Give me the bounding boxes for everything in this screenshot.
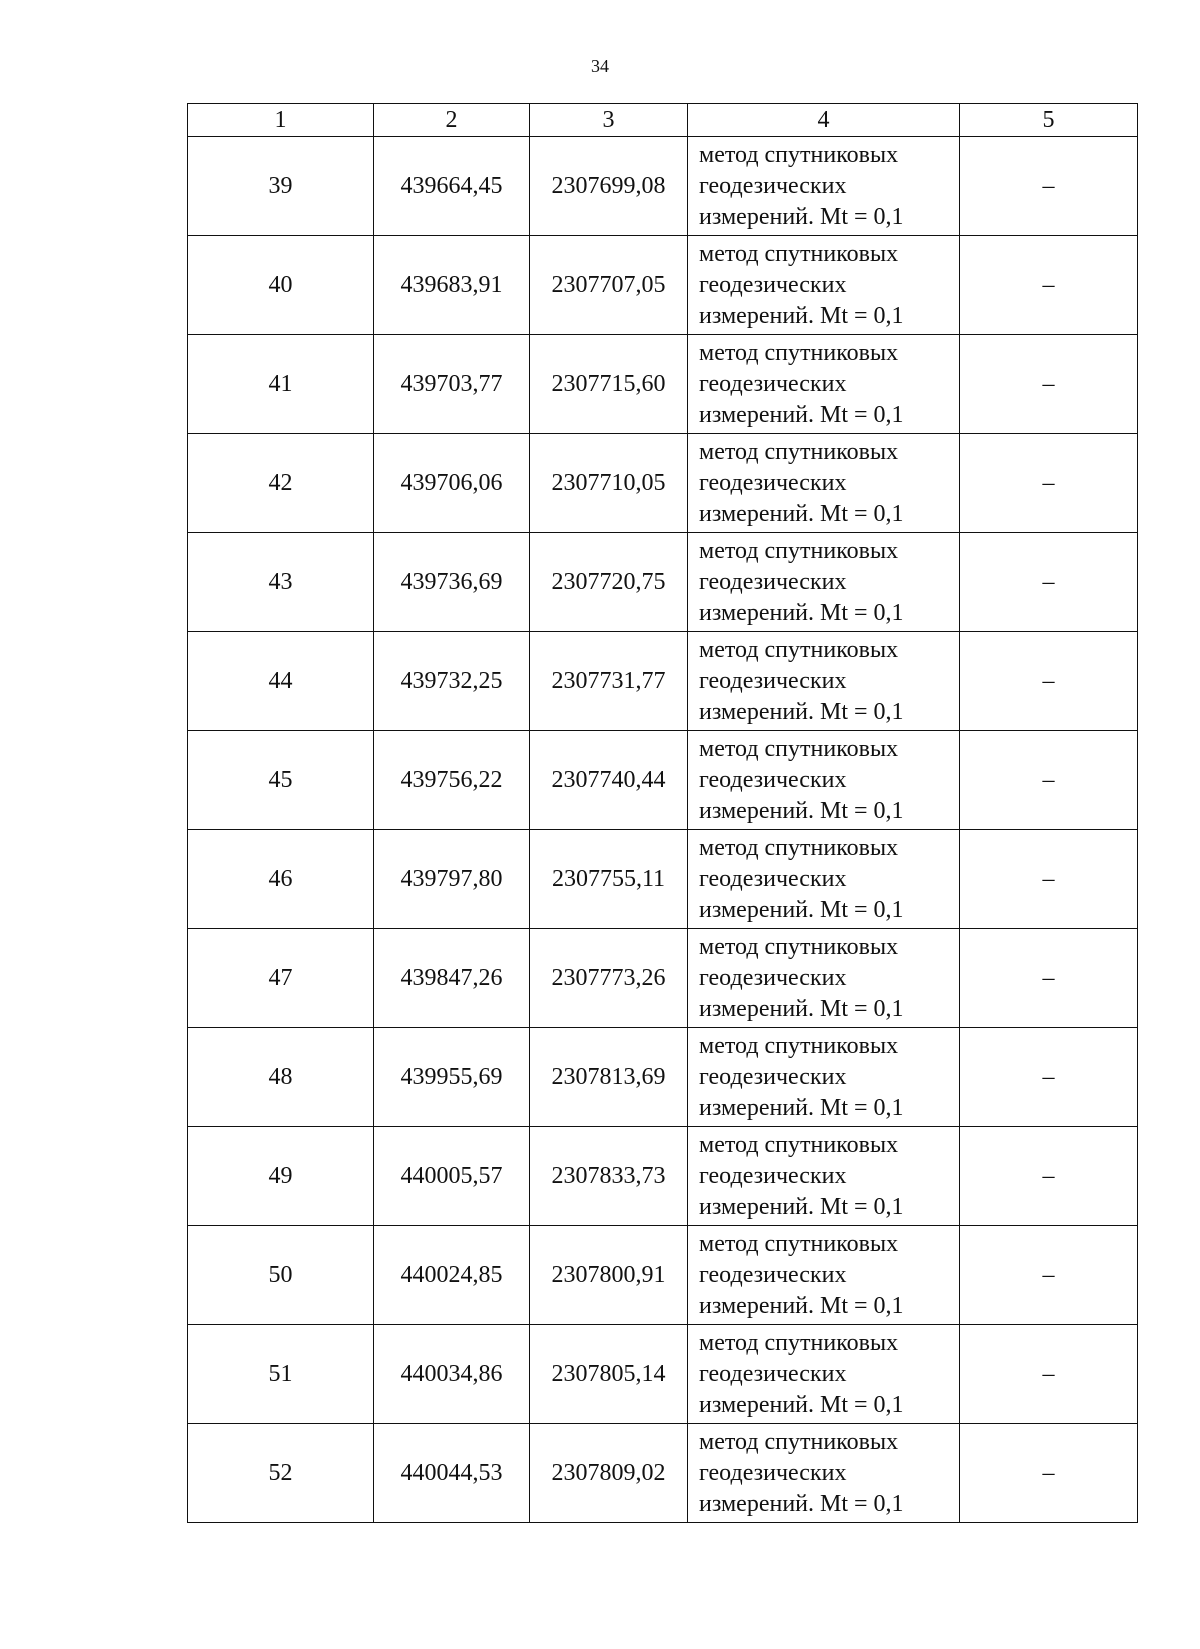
y-coordinate-cell: 2307710,05 <box>530 434 688 533</box>
method-text-line: геодезических <box>699 568 847 595</box>
note-cell: – <box>960 1028 1138 1127</box>
column-header-4: 4 <box>688 104 960 137</box>
x-coordinate-cell: 440024,85 <box>374 1226 530 1325</box>
note-cell: – <box>960 1325 1138 1424</box>
x-coordinate-cell: 440044,53 <box>374 1424 530 1523</box>
method-text-line: метод спутниковых <box>699 1032 899 1059</box>
method-text-line: измерений. Mt = 0,1 <box>699 1193 904 1220</box>
method-cell <box>688 236 960 335</box>
method-text-line: измерений. Mt = 0,1 <box>699 203 904 230</box>
point-number-cell: 45 <box>188 731 374 830</box>
method-cell <box>688 929 960 1028</box>
note-cell: – <box>960 137 1138 236</box>
point-number-cell: 39 <box>188 137 374 236</box>
method-text-line: измерений. Mt = 0,1 <box>699 500 904 527</box>
column-header-5: 5 <box>960 104 1138 137</box>
method-cell <box>688 632 960 731</box>
table-row <box>188 1028 1138 1127</box>
method-text-line: геодезических <box>699 865 847 892</box>
y-coordinate-cell: 2307707,05 <box>530 236 688 335</box>
point-number-cell: 44 <box>188 632 374 731</box>
method-text-line: геодезических <box>699 1162 847 1189</box>
header-row <box>188 104 1138 137</box>
point-number-cell: 50 <box>188 1226 374 1325</box>
y-coordinate-cell: 2307809,02 <box>530 1424 688 1523</box>
note-cell: – <box>960 1226 1138 1325</box>
note-cell: – <box>960 533 1138 632</box>
method-text-line: метод спутниковых <box>699 834 899 861</box>
note-cell: – <box>960 830 1138 929</box>
method-text-line: метод спутниковых <box>699 1230 899 1257</box>
method-cell <box>688 533 960 632</box>
point-number-cell: 46 <box>188 830 374 929</box>
note-cell: – <box>960 335 1138 434</box>
column-header-3: 3 <box>530 104 688 137</box>
table-header <box>188 104 1138 137</box>
method-cell <box>688 1325 960 1424</box>
table-row <box>188 929 1138 1028</box>
table-row <box>188 137 1138 236</box>
point-number-cell: 43 <box>188 533 374 632</box>
x-coordinate-cell: 439706,06 <box>374 434 530 533</box>
table-row <box>188 434 1138 533</box>
y-coordinate-cell: 2307833,73 <box>530 1127 688 1226</box>
method-text-line: метод спутниковых <box>699 1131 899 1158</box>
method-cell <box>688 335 960 434</box>
method-text-line: измерений. Mt = 0,1 <box>699 1490 904 1517</box>
table-row <box>188 1127 1138 1226</box>
method-text-line: метод спутниковых <box>699 438 899 465</box>
table-body <box>188 137 1138 1523</box>
point-number-cell: 41 <box>188 335 374 434</box>
coordinates-table <box>187 103 1138 1523</box>
method-cell <box>688 731 960 830</box>
method-text-line: геодезических <box>699 469 847 496</box>
note-cell: – <box>960 1127 1138 1226</box>
y-coordinate-cell: 2307720,75 <box>530 533 688 632</box>
method-text-line: измерений. Mt = 0,1 <box>699 1292 904 1319</box>
y-coordinate-cell: 2307699,08 <box>530 137 688 236</box>
x-coordinate-cell: 439703,77 <box>374 335 530 434</box>
method-cell <box>688 1127 960 1226</box>
column-header-2: 2 <box>374 104 530 137</box>
method-text-line: измерений. Mt = 0,1 <box>699 896 904 923</box>
x-coordinate-cell: 439756,22 <box>374 731 530 830</box>
method-text-line: геодезических <box>699 766 847 793</box>
point-number-cell: 49 <box>188 1127 374 1226</box>
method-text-line: геодезических <box>699 1360 847 1387</box>
y-coordinate-cell: 2307805,14 <box>530 1325 688 1424</box>
y-coordinate-cell: 2307773,26 <box>530 929 688 1028</box>
method-text-line: метод спутниковых <box>699 735 899 762</box>
y-coordinate-cell: 2307731,77 <box>530 632 688 731</box>
method-text-line: измерений. Mt = 0,1 <box>699 599 904 626</box>
table-row <box>188 335 1138 434</box>
note-cell: – <box>960 1424 1138 1523</box>
method-text-line: геодезических <box>699 1261 847 1288</box>
method-text-line: измерений. Mt = 0,1 <box>699 1094 904 1121</box>
method-text-line: метод спутниковых <box>699 933 899 960</box>
table-row <box>188 731 1138 830</box>
method-cell <box>688 830 960 929</box>
method-text-line: метод спутниковых <box>699 636 899 663</box>
note-cell: – <box>960 632 1138 731</box>
method-text-line: метод спутниковых <box>699 537 899 564</box>
method-cell <box>688 434 960 533</box>
method-text-line: метод спутниковых <box>699 240 899 267</box>
table-row <box>188 1325 1138 1424</box>
method-text-line: геодезических <box>699 667 847 694</box>
x-coordinate-cell: 439683,91 <box>374 236 530 335</box>
method-text-line: геодезических <box>699 370 847 397</box>
x-coordinate-cell: 439732,25 <box>374 632 530 731</box>
method-text-line: метод спутниковых <box>699 141 899 168</box>
point-number-cell: 42 <box>188 434 374 533</box>
method-cell <box>688 1226 960 1325</box>
x-coordinate-cell: 439955,69 <box>374 1028 530 1127</box>
y-coordinate-cell: 2307800,91 <box>530 1226 688 1325</box>
note-cell: – <box>960 731 1138 830</box>
method-text-line: метод спутниковых <box>699 339 899 366</box>
method-text-line: метод спутниковых <box>699 1428 899 1455</box>
x-coordinate-cell: 439736,69 <box>374 533 530 632</box>
y-coordinate-cell: 2307740,44 <box>530 731 688 830</box>
method-text-line: измерений. Mt = 0,1 <box>699 401 904 428</box>
note-cell: – <box>960 434 1138 533</box>
table-row <box>188 632 1138 731</box>
point-number-cell: 40 <box>188 236 374 335</box>
y-coordinate-cell: 2307813,69 <box>530 1028 688 1127</box>
method-text-line: геодезических <box>699 172 847 199</box>
method-text-line: измерений. Mt = 0,1 <box>699 797 904 824</box>
table-row <box>188 830 1138 929</box>
point-number-cell: 51 <box>188 1325 374 1424</box>
x-coordinate-cell: 439847,26 <box>374 929 530 1028</box>
x-coordinate-cell: 440034,86 <box>374 1325 530 1424</box>
note-cell: – <box>960 929 1138 1028</box>
y-coordinate-cell: 2307755,11 <box>530 830 688 929</box>
method-text-line: метод спутниковых <box>699 1329 899 1356</box>
method-text-line: измерений. Mt = 0,1 <box>699 1391 904 1418</box>
method-text-line: геодезических <box>699 271 847 298</box>
point-number-cell: 47 <box>188 929 374 1028</box>
x-coordinate-cell: 439664,45 <box>374 137 530 236</box>
point-number-cell: 52 <box>188 1424 374 1523</box>
method-text-line: измерений. Mt = 0,1 <box>699 995 904 1022</box>
column-header-1: 1 <box>188 104 374 137</box>
point-number-cell: 48 <box>188 1028 374 1127</box>
page-number: 34 <box>591 56 609 76</box>
method-cell <box>688 1028 960 1127</box>
table-row <box>188 1226 1138 1325</box>
method-cell <box>688 1424 960 1523</box>
y-coordinate-cell: 2307715,60 <box>530 335 688 434</box>
x-coordinate-cell: 439797,80 <box>374 830 530 929</box>
table-row <box>188 236 1138 335</box>
table-row <box>188 533 1138 632</box>
method-text-line: геодезических <box>699 1063 847 1090</box>
method-cell <box>688 137 960 236</box>
method-text-line: измерений. Mt = 0,1 <box>699 302 904 329</box>
method-text-line: геодезических <box>699 964 847 991</box>
note-cell: – <box>960 236 1138 335</box>
table-row <box>188 1424 1138 1523</box>
method-text-line: измерений. Mt = 0,1 <box>699 698 904 725</box>
x-coordinate-cell: 440005,57 <box>374 1127 530 1226</box>
method-text-line: геодезических <box>699 1459 847 1486</box>
